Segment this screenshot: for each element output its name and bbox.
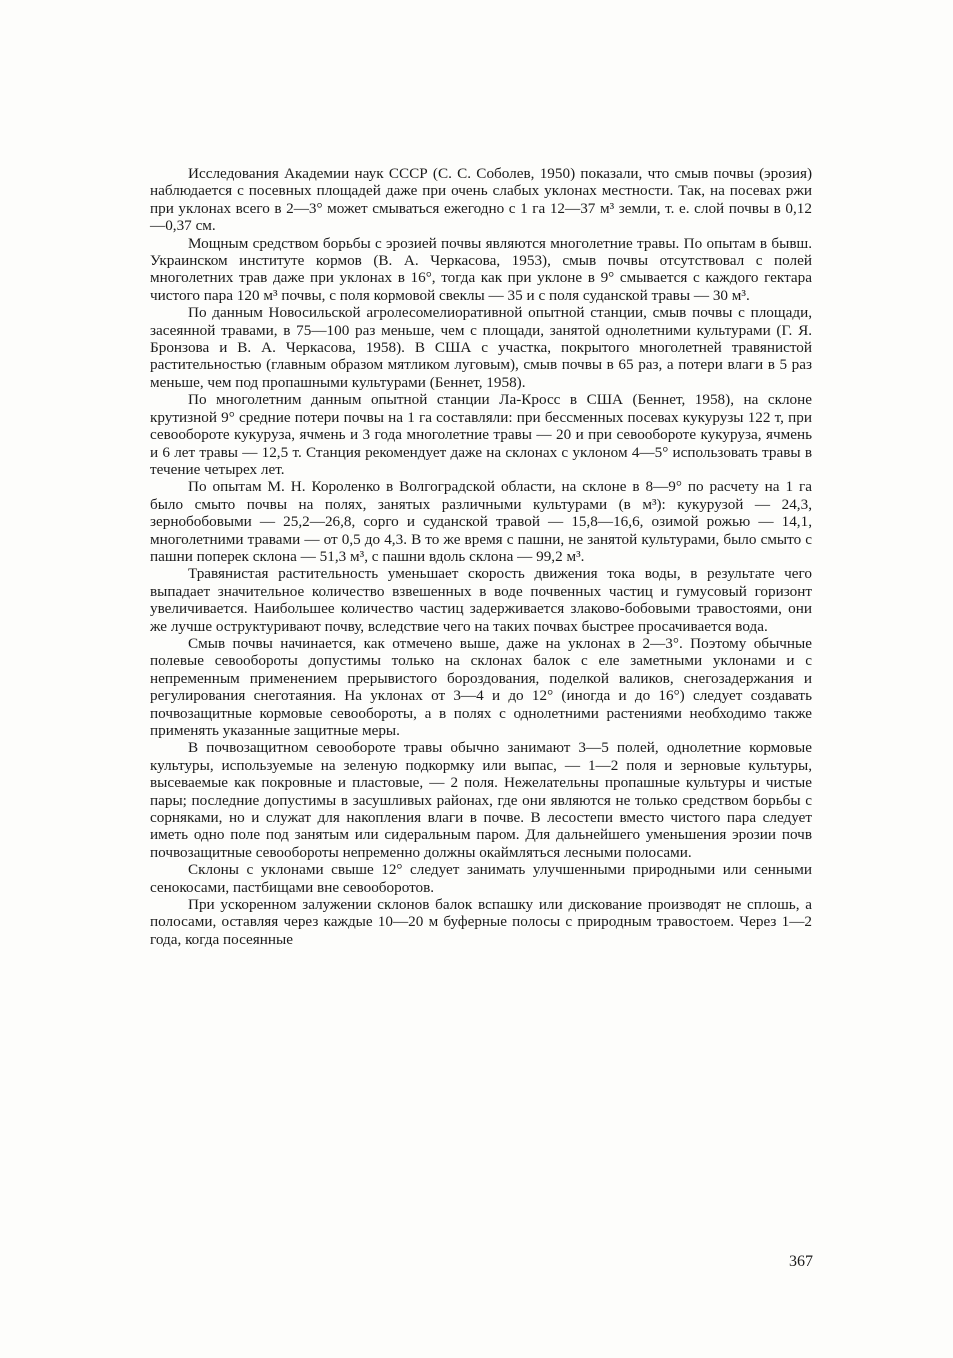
paragraph-8: В почвозащитном севообороте травы обычно занимают 3—5 полей, однолетние кормовые культуры, используемые на зеленую подкормку или выпас, — 1—2 поля и зерновые культуры, высеваемые как покровные и пластовые, — 2 поля. Нежелательны пропашные культуры и чистые пары; последние допустимы в засушливых районах, где они являются не только средством борьбы с сорняками, но и служат для накопления влаги в почве. В лесостепи вместо чистого пара следует иметь одно поле под занятым или сидеральным паром. Для дальнейшего уменьшения эрозии почв почвозащитные севообороты непременно должны окаймляться лесными полосами. (150, 739, 812, 861)
paragraph-7: Смыв почвы начинается, как отмечено выше, даже на уклонах в 2—3°. Поэтому обычные полевые севообороты допустимы только на склонах балок с еле заметными уклонами и с непременным применением прерывистого бороздования, поделкой валиков, снегозадержания и регулирования снеготаяния. На уклонах от 3—4 и до 12° (иногда и до 16°) следует создавать почвозащитные кормовые севообороты, а в полях с однолетними растениями необходимо также применять указанные защитные меры. (150, 634, 812, 739)
paragraph-9: Склоны с уклонами свыше 12° следует занимать улучшенными природными или сенными сенокосами, пастбищами вне севооборотов. (150, 861, 812, 896)
body-text (150, 165, 812, 948)
paragraph-10: При ускоренном залужении склонов балок вспашку или дискование производят не сплошь, а полосами, оставляя через каждые 10—20 м буферные полосы с природным травостоем. Через 1—2 года, когда посеянные (150, 896, 812, 948)
paragraph-5: По опытам М. Н. Короленко в Волгоградской области, на склоне в 8—9° по расчету на 1 га было смыто почвы на полях, занятых различными культурами (в м³): кукурузой — 24,3, зернобобовыми — 25,2—26,8, сорго и суданской травой — 15,8—16,6, озимой рожью — 14,1, многолетними травами — от 0,5 до 4,3. В то же время с пашни, не занятой культурами, было смыто с пашни поперек склона — 51,3 м³, с пашни вдоль склона — 99,2 м³. (150, 478, 812, 565)
paragraph-3: По данным Новосильской агролесомелиоративной опытной станции, смыв почвы с площади, засеянной травами, в 75—100 раз меньше, чем с площади, занятой однолетними культурами (Г. Я. Бронзова и В. А. Черкасова, 1958). В США с участка, покрытого многолетней травянистой растительностью (главным образом мятликом луговым), смыв почвы в 65 раз, а потери влаги в 5 раз меньше, чем под пропашными культурами (Беннет, 1958). (150, 304, 812, 391)
paragraph-2: Мощным средством борьбы с эрозией почвы являются многолетние травы. По опытам в бывш. Украинском институте кормов (В. А. Черкасова, 1953), смыв почвы отсутствовал с полей многолетних трав даже при уклонах в 16°, тогда как при уклоне в 9° смывается с каждого гектара чистого пара 120 м³ почвы, с поля кормовой свеклы — 35 и с поля суданской травы — 30 м³. (150, 234, 812, 304)
page-number: 367 (789, 1253, 813, 1270)
paragraph-6: Травянистая растительность уменьшает скорость движения тока воды, в результате чего выпадает значительное количество взвешенных в воде почвенных частиц и гумусовый горизонт увеличивается. Наибольшее количество частиц задерживается злаково-бобовыми травостоями, они же лучше оструктуривают почву, вследствие чего на таких почвах быстрее просачивается вода. (150, 565, 812, 635)
paragraph-4: По многолетним данным опытной станции Ла-Кросс в США (Беннет, 1958), на склоне крутизной 9° средние потери почвы на 1 га составляли: при бессменных посевах кукурузы 122 т, при севообороте кукуруза, ячмень и 3 года многолетние травы — 20 и при севообороте кукуруза, ячмень и 6 лет травы — 12,5 т. Станция рекомендует даже на склонах с уклоном 4—5° использовать травы в течение четырех лет. (150, 391, 812, 478)
paragraph-1: Исследования Академии наук СССР (С. С. Соболев, 1950) показали, что смыв почвы (эрозия) наблюдается с посевных площадей даже при очень слабых уклонах местности. Так, на посевах ржи при уклонах всего в 2—3° может смываться ежегодно с 1 га 12—37 м³ земли, т. е. слой почвы в 0,12—0,37 см. (150, 165, 812, 235)
